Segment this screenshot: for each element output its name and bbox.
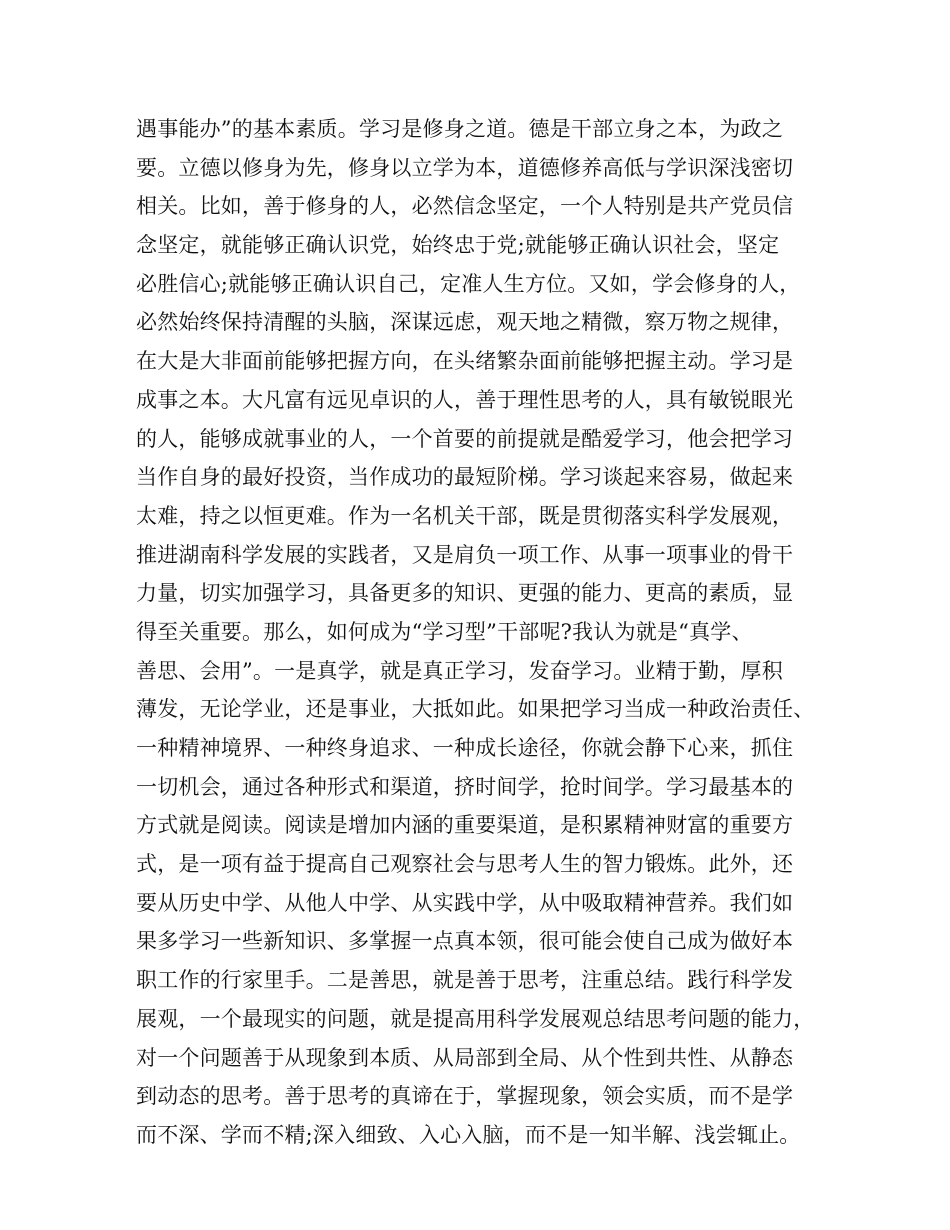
- text-line: 得至关重要。那么，如何成为“学习型”干部呢?我认为就是“真学、: [136, 619, 753, 644]
- body-paragraph: [136, 110, 836, 1155]
- text-line: 必胜信心;就能够正确认识自己，定准人生方位。又如，学会修身的人，: [136, 271, 801, 296]
- text-line: 方式就是阅读。阅读是增加内涵的重要渠道，是积累精神财富的重要方: [136, 813, 794, 838]
- text-line: 善思、会用”。一是真学，就是真正学习，发奋学习。业精于勤，厚积: [136, 658, 783, 683]
- text-line: 一切机会，通过各种形式和渠道，挤时间学，抢时间学。学习最基本的: [136, 774, 794, 799]
- text-line: 要。立德以修身为先，修身以立学为本，道德修养高低与学识深浅密切: [136, 155, 794, 180]
- text-line: 果多学习一些新知识、多掌握一点真本领，很可能会使自己成为做好本: [136, 929, 794, 954]
- text-line: 成事之本。大凡富有远见卓识的人，善于理性思考的人，具有敏锐眼光: [136, 387, 794, 412]
- text-line: 的人，能够成就事业的人，一个首要的前提就是酷爱学习，他会把学习: [136, 426, 794, 451]
- text-line: 到动态的思考。善于思考的真谛在于，掌握现象，领会实质，而不是学: [136, 1084, 794, 1109]
- text-line: 当作自身的最好投资，当作成功的最短阶梯。学习谈起来容易，做起来: [136, 465, 794, 490]
- text-line: 在大是大非面前能够把握方向，在头绪繁杂面前能够把握主动。学习是: [136, 349, 794, 374]
- text-line: 念坚定，就能够正确认识党，始终忠于党;就能够正确认识社会，坚定: [136, 233, 780, 258]
- text-line: 必然始终保持清醒的头脑，深谋远虑，观天地之精微，察万物之规律，: [136, 310, 794, 335]
- text-line: 式，是一项有益于提高自己观察社会与思考人生的智力锻炼。此外，还: [136, 852, 794, 877]
- text-line: 相关。比如，善于修身的人，必然信念坚定，一个人特别是共产党员信: [136, 194, 794, 219]
- text-line: 推进湖南科学发展的实践者，又是肩负一项工作、从事一项事业的骨干: [136, 542, 794, 567]
- text-line: 一种精神境界、一种终身追求、一种成长途径，你就会静下心来，抓住: [136, 736, 794, 760]
- text-line: 薄发，无论学业，还是事业，大抵如此。如果把学习当成一种政治责任、: [136, 697, 815, 722]
- text-line: 要从历史中学、从他人中学、从实践中学，从中吸取精神营养。我们如: [136, 890, 794, 915]
- text-line: 而不深、学而不精;深入细致、入心入脑，而不是一知半解、浅尝辄止。: [136, 1122, 801, 1147]
- text-line: 太难，持之以恒更难。作为一名机关干部，既是贯彻落实科学发展观，: [136, 503, 794, 528]
- text-line: 对一个问题善于从现象到本质、从局部到全局、从个性到共性、从静态: [136, 1045, 794, 1070]
- text-line: 展观，一个最现实的问题，就是提高用科学发展观总结思考问题的能力，: [136, 1006, 815, 1031]
- text-line: 遇事能办”的基本素质。学习是修身之道。德是干部立身之本，为政之: [136, 117, 783, 141]
- text-line: 职工作的行家里手。二是善思，就是善于思考，注重总结。践行科学发: [136, 968, 794, 993]
- text-line: 力量，切实加强学习，具备更多的知识、更强的能力、更高的素质，显: [136, 581, 794, 606]
